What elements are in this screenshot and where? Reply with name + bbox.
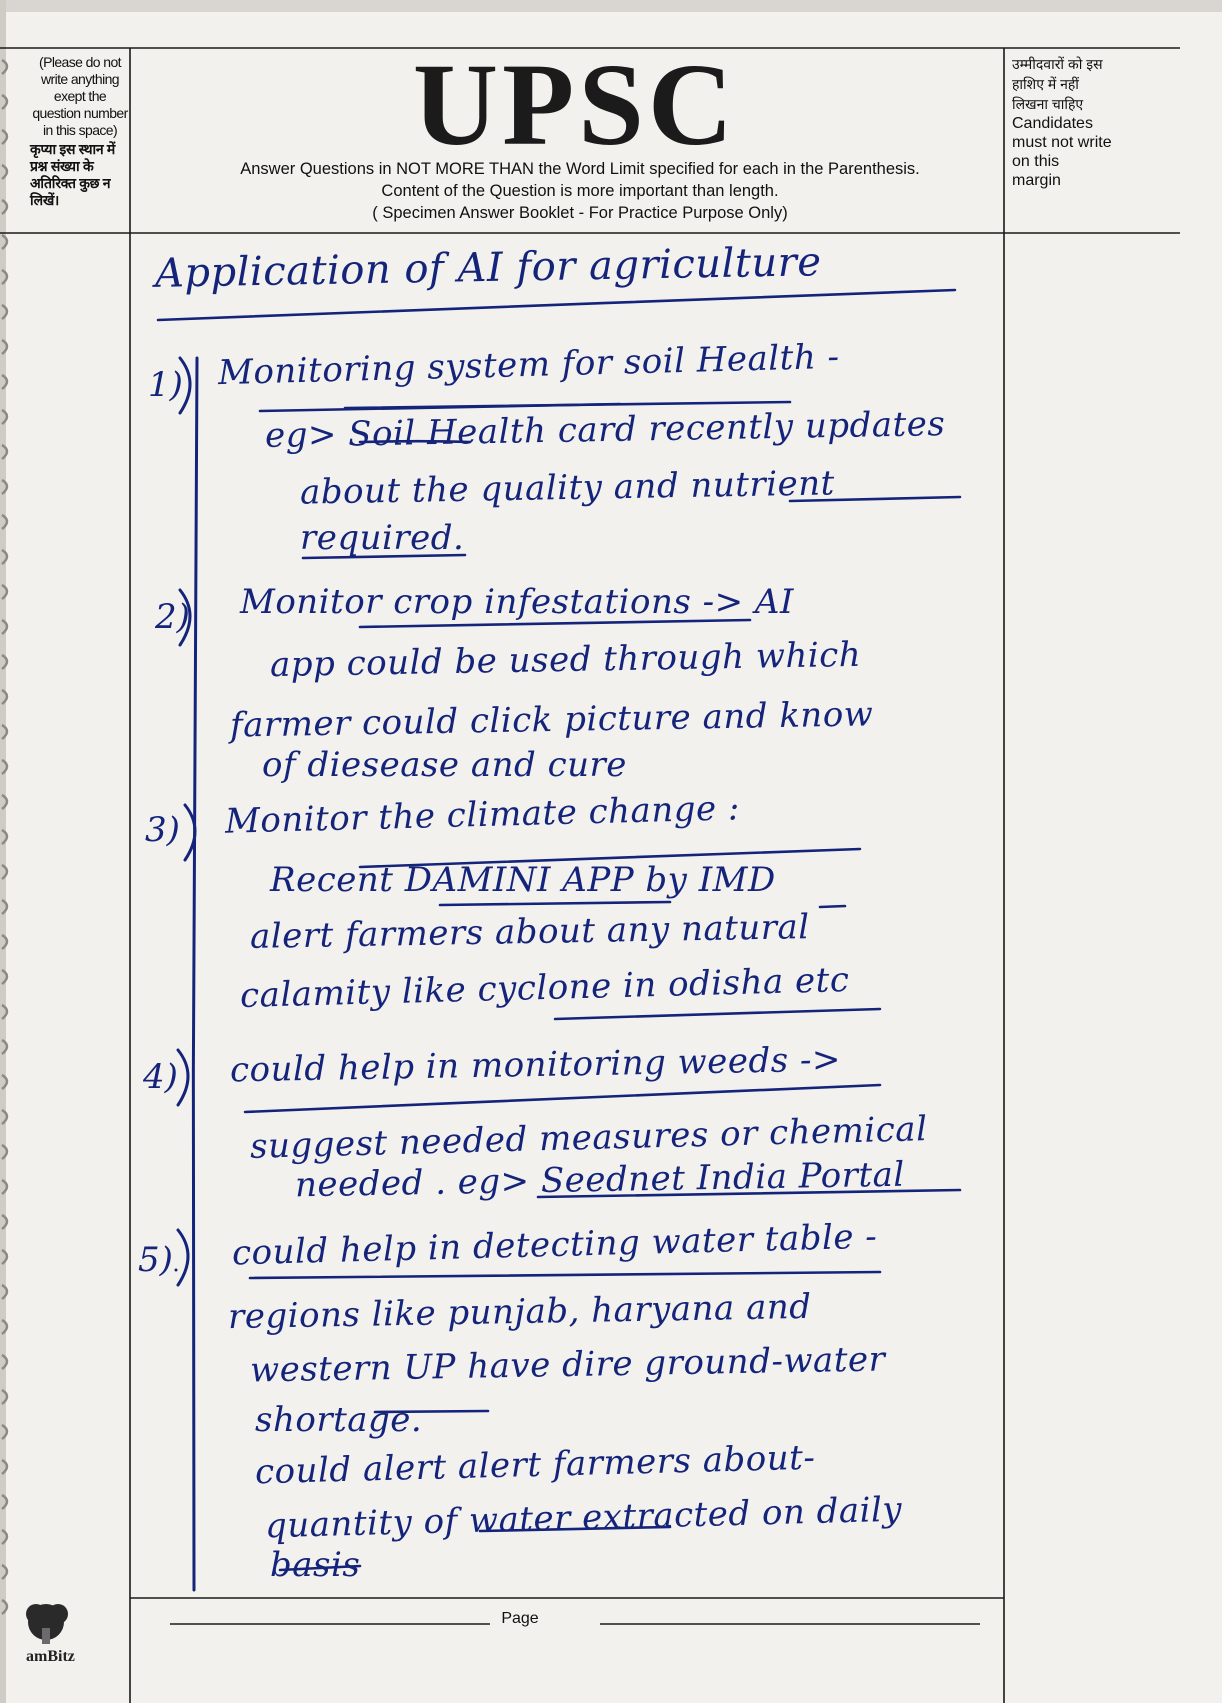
left-margin-note: [30, 54, 130, 209]
left-margin-note-hindi: कृप्या इस स्थान में प्रश्न संख्या के अतिरिक्त कुछ न लिखें।: [30, 141, 115, 208]
answer-line: of diesease and cure: [262, 745, 627, 785]
instructions: [170, 158, 990, 224]
answer-line: Monitoring system for soil Health -: [217, 336, 841, 394]
point-number: 1): [148, 365, 183, 405]
answer-line: suggest needed measures or chemical: [249, 1109, 928, 1167]
instruction-line-3: ( Specimen Answer Booklet - For Practice Purpose Only): [372, 204, 788, 222]
right-margin-note-english: Candidates must not write on this margin: [1012, 115, 1112, 189]
answer-line: western UP have dire ground-water: [249, 1339, 886, 1391]
answer-line: could alert alert farmers about-: [254, 1437, 816, 1493]
answer-line: alert farmers about any natural: [249, 907, 810, 957]
answer-line: app could be used through which: [269, 634, 862, 686]
ambitz-logo-icon: [26, 1604, 68, 1644]
booklet-title: UPSC: [412, 39, 738, 170]
answer-line: quantity of water extracted on daily: [264, 1489, 903, 1547]
brand-label: amBitz: [26, 1648, 75, 1665]
page-label: Page: [501, 1610, 539, 1627]
answer-line: about the quality and nutrient: [299, 463, 836, 513]
right-margin-note: [1012, 54, 1112, 190]
answer-line: needed . eg> Seednet India Portal: [294, 1154, 906, 1206]
instruction-line-1: Answer Questions in NOT MORE THAN the Word Limit specified for each in the Parenthesis.: [240, 160, 920, 178]
answer-line: regions like punjab, haryana and: [227, 1286, 812, 1338]
answer-line: shortage.: [255, 1400, 423, 1440]
answer-line: Recent DAMINI APP by IMD: [270, 860, 776, 900]
answer-line: calamity like cyclone in odisha etc: [239, 960, 850, 1016]
answer-line: could help in detecting water table -: [231, 1216, 878, 1274]
instruction-line-2: Content of the Question is more important than length.: [381, 182, 779, 200]
point-number: 5): [138, 1240, 173, 1280]
left-margin-note-english: (Please do not write anything exept the question number in this space): [32, 54, 128, 138]
right-margin-note-hindi: उम्मीदवारों को इस हाशिए में नहीं लिखना चाहिए: [1012, 56, 1103, 112]
point-number: 4): [143, 1057, 178, 1097]
answer-heading: Application of AI for agriculture: [154, 239, 822, 297]
point-number: 2): [155, 597, 190, 637]
answer-line: could help in monitoring weeds ->: [229, 1039, 842, 1091]
answer-line: farmer could click picture and know: [229, 694, 874, 746]
answer-line: Monitor crop infestations -> AI: [240, 582, 794, 622]
answer-line: Monitor the climate change :: [224, 788, 741, 842]
answer-line: required.: [300, 518, 465, 558]
point-number: 3): [145, 810, 180, 850]
answer-line: basis: [270, 1545, 361, 1585]
answer-line: eg> Soil Health card recently updates: [264, 404, 946, 456]
